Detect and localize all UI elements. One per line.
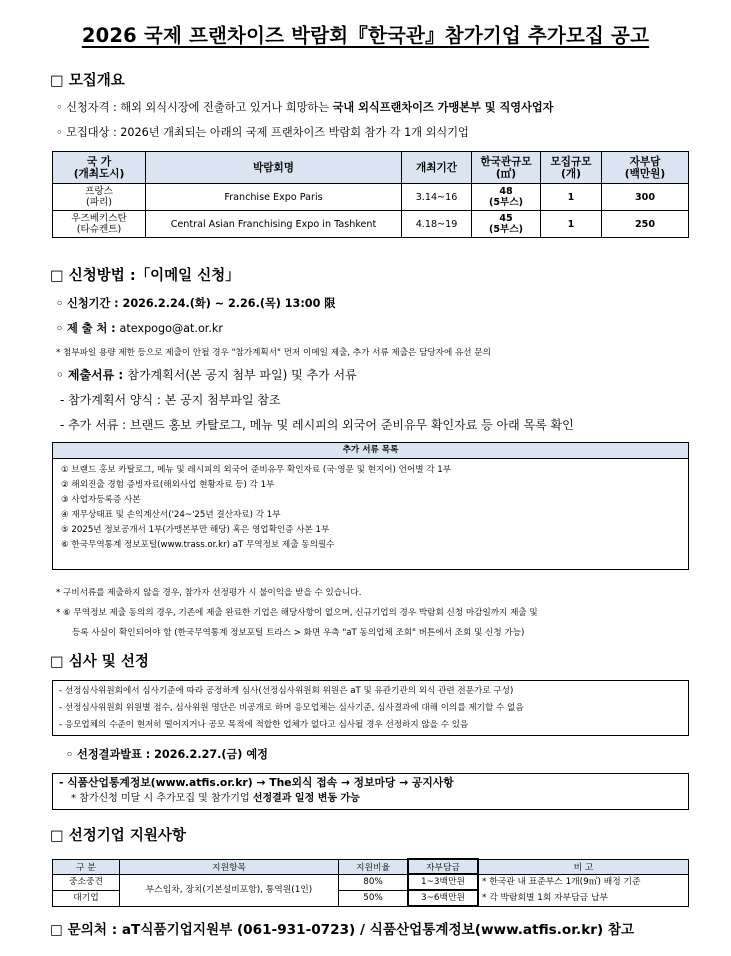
col-period: 개최기간 xyxy=(402,152,472,184)
attachment-note: * 첨부파일 용량 제한 등으로 제출이 안될 경우 "참가계획서" 먼저 이메일 제출, 추가 서류 제출은 담당자에 유선 문의 xyxy=(56,348,491,358)
section-support-heading: □ 선정기업 지원사항 xyxy=(50,828,186,844)
list-item: - 선정심사위원회에서 심사기준에 따라 공정하게 심사(선정심사위원회 위원은 aT 및 유관기관의 외식 관련 전문가로 구성) xyxy=(59,686,514,696)
col-recruit: 모집규모 (개) xyxy=(541,152,602,184)
item-cell: 부스임차, 장치(기본설비포함), 통역원(1인) xyxy=(120,874,339,906)
list-item: ⑤ 2025년 정보공개서 1부(가맹본부만 해당) 혹은 영업확인증 사본 1부 xyxy=(61,525,330,535)
section-apply-heading: □ 신청방법 :「이메일 신청」 xyxy=(50,268,240,284)
form-line: - 참가계획서 양식 : 본 공지 첨부파일 참조 xyxy=(60,393,281,407)
table-row xyxy=(53,184,689,211)
fee-cell: 250 xyxy=(602,211,689,238)
col-item: 지원항목 xyxy=(120,859,339,874)
self-pay-cell: 3~6백만원 xyxy=(408,890,478,906)
box-heading: 추가 서류 목록 xyxy=(53,443,688,459)
list-item: ① 브랜드 홍보 카탈로그, 메뉴 및 레시피의 외국어 준비유무 확인자료 (국·영문 및 현지어) 언어별 각 1부 xyxy=(61,465,452,475)
table-row xyxy=(53,874,689,890)
col-rate: 지원비율 xyxy=(339,859,409,874)
expo-table xyxy=(52,151,689,238)
list-item: - 응모업체의 수준이 현저히 떨어지거나 공모 목적에 적합한 업체가 없다고 심사될 경우 선정하지 않을 수 있음 xyxy=(59,720,469,730)
col-expo: 박람회명 xyxy=(146,152,402,184)
rate-cell: 80% xyxy=(339,874,409,890)
support-table xyxy=(52,858,689,907)
announcement-box xyxy=(52,773,689,810)
period-cell: 4.18~19 xyxy=(402,211,472,238)
col-self-pay: 자부담금 xyxy=(408,859,478,874)
period-cell: 3.14~16 xyxy=(402,184,472,211)
table-row xyxy=(53,211,689,238)
review-box xyxy=(52,680,689,736)
remarks-cell: * 한국관 내 표준부스 1개(9㎡) 배정 기준 xyxy=(478,874,689,890)
announcement-note: * 참가신청 미달 시 추가모집 및 참가기업 선정결과 일정 변동 가능 xyxy=(71,793,360,804)
page-title: 2026 국제 프랜차이즈 박람회『한국관』참가기업 추가모집 공고 xyxy=(81,24,650,47)
recruit-cell: 1 xyxy=(541,184,602,211)
submit-to-line: ◦ 제 출 처 : atexpogo@at.or.kr xyxy=(56,322,224,335)
col-remarks: 비 고 xyxy=(478,859,689,874)
list-item: ③ 사업자등록증 사본 xyxy=(61,495,141,505)
col-size: 한국관규모 (㎡) xyxy=(472,152,541,184)
list-item: ④ 재무상태표 및 손익계산서('24~'25년 결산자료) 각 1부 xyxy=(61,510,281,520)
expo-cell: Franchise Expo Paris xyxy=(146,184,402,211)
size-cell: 45 (5부스) xyxy=(472,211,541,238)
result-announcement: ◦ 선정결과발표 : 2026.2.27.(금) 예정 xyxy=(66,748,268,761)
division-cell: 대기업 xyxy=(53,890,120,906)
list-item: ⑥ 한국무역통계 정보포털(www.trass.or.kr) aT 무역정보 제출 동의필수 xyxy=(61,540,335,550)
section-recruit-heading: □ 모집개요 xyxy=(50,73,125,89)
apply-period-line: ◦ 신청기간 : 2026.2.24.(화) ~ 2.26.(목) 13:00 限 xyxy=(56,297,336,310)
documents-line: ◦ 제출서류 : 참가계획서(본 공지 첨부 파일) 및 추가 서류 xyxy=(56,368,357,382)
announcement-path: - 식품산업통계정보(www.atfis.or.kr) → The외식 접속 → 정보마당 → 공지사항 xyxy=(59,776,454,789)
fee-cell: 300 xyxy=(602,184,689,211)
division-cell: 중소중견 xyxy=(53,874,120,890)
contact-line: □ 문의처 : aT식품기업지원부 (061-931-0723) / 식품산업통계정보(www.atfis.or.kr) 참고 xyxy=(50,922,635,938)
recruit-cell: 1 xyxy=(541,211,602,238)
eligibility-line: ◦ 신청자격 : 해외 외식시장에 진출하고 있거나 희망하는 국내 외식프랜차이즈 가맹본부 및 직영사업자 xyxy=(56,101,554,114)
rate-cell: 50% xyxy=(339,890,409,906)
col-division: 구 분 xyxy=(53,859,120,874)
remarks-cell: * 각 박람회별 1회 자부담금 납부 xyxy=(478,890,689,906)
list-item: ② 해외진출 경험 증빙자료(해외사업 현황자료 등) 각 1부 xyxy=(61,480,275,490)
expo-cell: Central Asian Franchising Expo in Tashkent xyxy=(146,211,402,238)
size-cell: 48 (5부스) xyxy=(472,184,541,211)
additional-docs-line: - 추가 서류 : 브랜드 홍보 카탈로그, 메뉴 및 레시피의 외국어 준비유무 확인자료 등 아래 목록 확인 xyxy=(60,418,574,432)
country-cell: 프랑스 (파리) xyxy=(53,184,146,211)
trade-info-note: * ⑥ 무역정보 제출 동의의 경우, 기존에 제출 완료한 기업은 해당사항이 없으며, 신규기업의 경우 박람회 신청 마감일까지 제출 및 xyxy=(56,608,538,618)
country-cell: 우즈베키스탄 (타슈켄트) xyxy=(53,211,146,238)
additional-docs-box xyxy=(52,442,689,570)
col-country: 국 가 (개최도시) xyxy=(53,152,146,184)
trade-info-note-cont: 등록 사실이 확인되어야 함 (한국무역통계 정보포털 트라스 > 화면 우측 "aT 동의업체 조회" 버튼에서 조회 및 신청 가능) xyxy=(72,628,525,638)
list-item: - 선정심사위원회 위원별 점수, 심사위원 명단은 비공개로 하며 응모업체는 심사기준, 심사결과에 대해 이의를 제기할 수 없음 xyxy=(59,703,524,713)
target-line: ◦ 모집대상 : 2026년 개최되는 아래의 국제 프랜차이즈 박람회 참가 각 1개 외식기업 xyxy=(56,126,469,139)
col-fee: 자부담 (백만원) xyxy=(602,152,689,184)
missing-docs-note: * 구비서류를 제출하지 않을 경우, 참가자 선정평가 시 불이익을 받을 수 있습니다. xyxy=(56,588,362,598)
section-review-heading: □ 심사 및 선정 xyxy=(50,654,149,670)
self-pay-cell: 1~3백만원 xyxy=(408,874,478,890)
